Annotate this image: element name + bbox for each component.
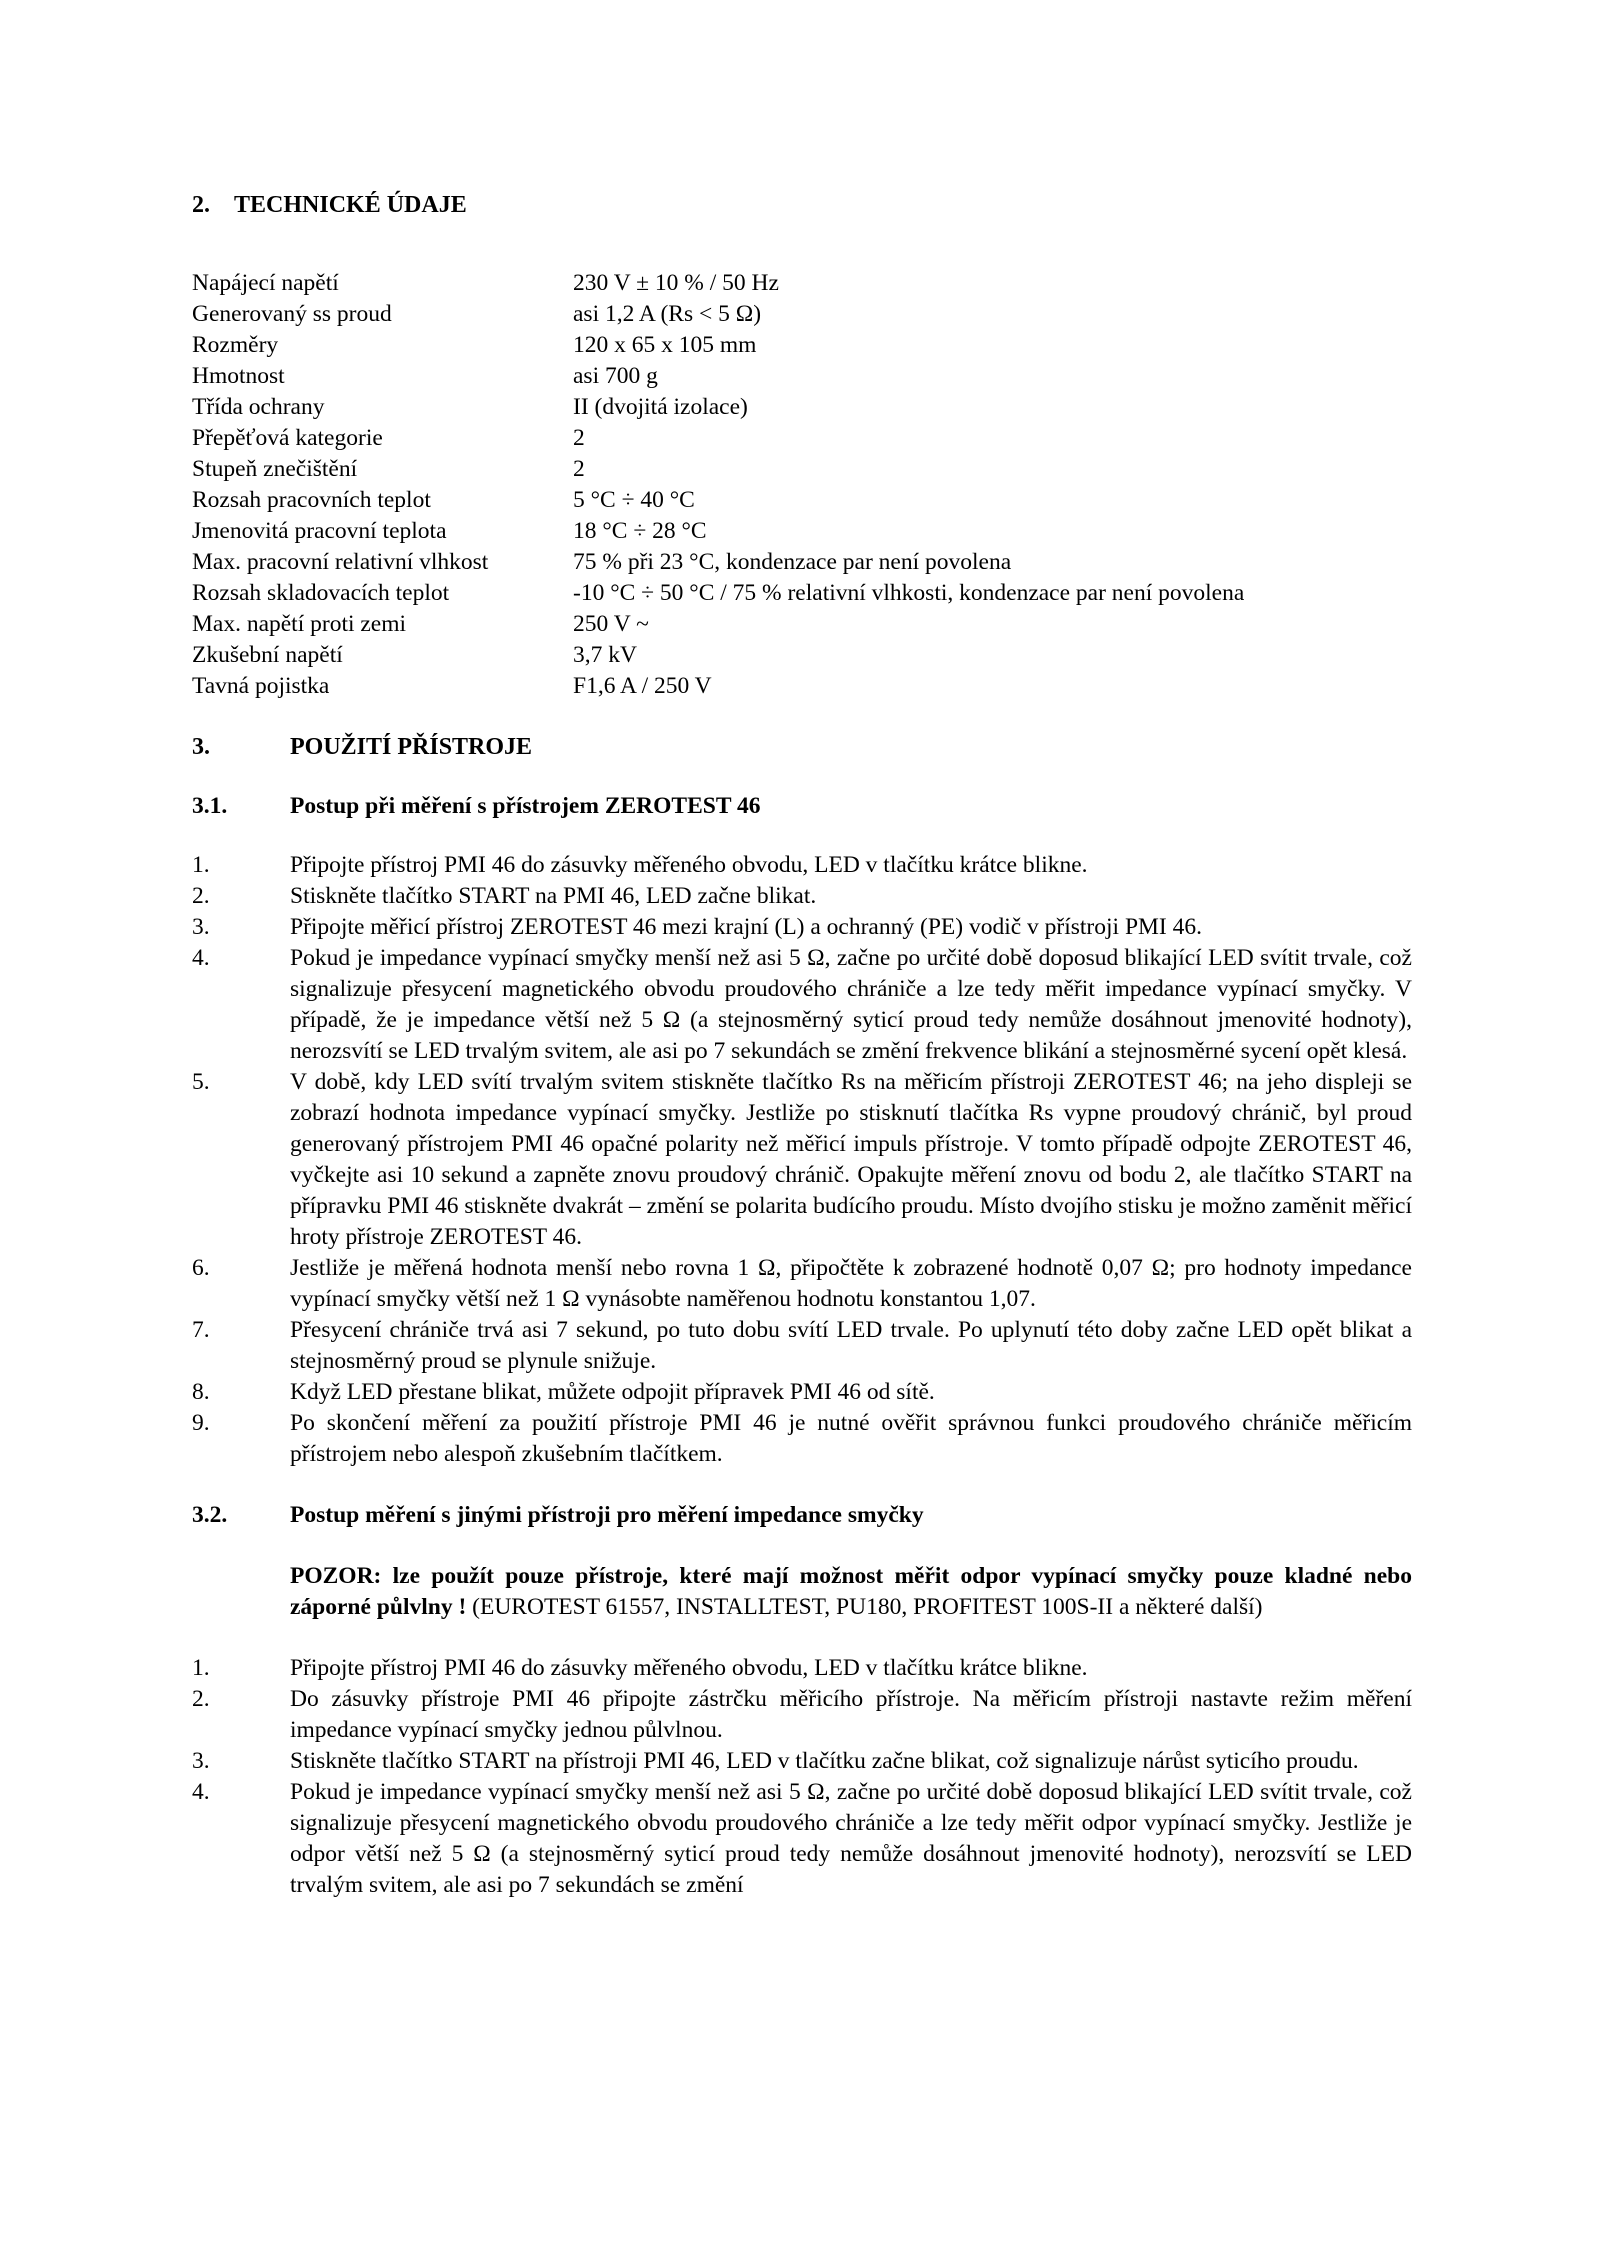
spec-row (192, 423, 1412, 454)
list-item-text: Do zásuvky přístroje PMI 46 připojte zástrčku měřicího přístroje. Na měřicím přístroji nastavte režim měření impedance vypínací smyčky jednou půlvlnou. (290, 1686, 1412, 1743)
subsection-3-1-heading (192, 791, 1412, 822)
list-item (192, 1253, 1412, 1315)
list-item-text: Připojte přístroj PMI 46 do zásuvky měřeného obvodu, LED v tlačítku krátce blikne. (290, 1655, 1088, 1681)
list-item (192, 1315, 1412, 1377)
spec-row (192, 454, 1412, 485)
technical-specs-table (192, 268, 1412, 702)
list-item-number: 9. (192, 1410, 210, 1436)
list-item-text: Když LED přestane blikat, můžete odpojit přípravek PMI 46 od sítě. (290, 1379, 935, 1405)
list-item-number: 2. (192, 883, 210, 909)
spec-value: 3,7 kV (573, 642, 637, 668)
section-2-heading (192, 190, 1412, 221)
spec-label: Tavná pojistka (192, 673, 330, 699)
section-title: TECHNICKÉ ÚDAJE (234, 192, 467, 218)
list-item-text: V době, kdy LED svítí trvalým svitem stiskněte tlačítko Rs na měřicím přístroji ZEROTEST 46; na jeho displeji se zobrazí hodnota impedance vypínací smyčky. Jestliže po stisknutí tlačítka Rs vypne proudový chránič, byl proud generovaný přístrojem PMI 46 opačné polarity než měřicí impuls přístroje. V tomto případě odpojte ZEROTEST 46, vyčkejte asi 10 sekund a zapněte znovu proudový chránič. Opakujte měření znovu od bodu 2, ale tlačítko START na přípravku PMI 46 stiskněte dvakrát – změní se polarita budícího proudu. Místo dvojího stisku je možno zaměnit měřicí hroty přístroje ZEROTEST 46. (290, 1069, 1412, 1250)
list-item-number: 2. (192, 1686, 210, 1712)
list-item-number: 1. (192, 1655, 210, 1681)
spec-row (192, 640, 1412, 671)
spec-value: -10 °C ÷ 50 °C / 75 % relativní vlhkosti, kondenzace par není povolena (573, 580, 1245, 606)
list-item (192, 1067, 1412, 1253)
list-item-number: 5. (192, 1069, 210, 1095)
spec-label: Stupeň znečištění (192, 456, 358, 482)
spec-value: asi 1,2 A (Rs < 5 Ω) (573, 301, 762, 327)
subsection-number: 3.2. (192, 1502, 228, 1528)
spec-row (192, 299, 1412, 330)
spec-row (192, 268, 1412, 299)
warning-bold-text: POZOR: lze použít pouze přístroje, které mají možnost měřit odpor vypínací smyčky pouze kladné nebo záporné půlvlny ! (290, 1563, 1412, 1620)
spec-label: Přepěťová kategorie (192, 425, 383, 451)
list-item-number: 3. (192, 914, 210, 940)
spec-row (192, 361, 1412, 392)
list-item-text: Stiskněte tlačítko START na přístroji PMI 46, LED v tlačítku začne blikat, což signalizuje nárůst syticího proudu. (290, 1748, 1359, 1774)
warning-rest-text: (EUROTEST 61557, INSTALLTEST, PU180, PROFITEST 100S-II a některé další) (466, 1594, 1263, 1620)
list-item-number: 8. (192, 1379, 210, 1405)
list-item-number: 6. (192, 1255, 210, 1281)
list-item (192, 1408, 1412, 1470)
spec-label: Rozsah pracovních teplot (192, 487, 431, 513)
spec-value: 250 V ~ (573, 611, 649, 637)
section-3-heading (192, 732, 1412, 763)
list-item (192, 1377, 1412, 1408)
list-item-text: Pokud je impedance vypínací smyčky menší než asi 5 Ω, začne po určité době doposud blikající LED svítit trvale, což signalizuje přesycení magnetického obvodu proudového chrániče a lze tedy měřit impedance vypínací smyčky. V případě, že je impedance větší než 5 Ω (a stejnosměrný syticí proud tedy nemůže dosáhnout jmenovité hodnoty), nerozsvítí se LED trvalým svitem, ale asi po 7 sekundách se změní frekvence blikání a stejnosměrné sycení opět klesá. (290, 945, 1412, 1064)
list-item-text: Stiskněte tlačítko START na PMI 46, LED začne blikat. (290, 883, 817, 909)
warning-note (290, 1561, 1412, 1623)
spec-row (192, 671, 1412, 702)
spec-value: asi 700 g (573, 363, 658, 389)
spec-value: 2 (573, 456, 585, 482)
spec-label: Rozsah skladovacích teplot (192, 580, 450, 606)
list-item-text: Připojte měřicí přístroj ZEROTEST 46 mezi krajní (L) a ochranný (PE) vodič v přístroji PMI 46. (290, 914, 1202, 940)
subsection-3-2-heading (192, 1500, 1412, 1531)
list-item (192, 1777, 1412, 1901)
page-content (192, 190, 1412, 1901)
list-item-number: 7. (192, 1317, 210, 1343)
subsection-title: Postup měření s jinými přístroji pro měření impedance smyčky (290, 1502, 924, 1528)
list-item (192, 881, 1412, 912)
spec-value: 2 (573, 425, 585, 451)
spec-label: Napájecí napětí (192, 270, 339, 296)
list-item (192, 850, 1412, 881)
list-item-text: Po skončení měření za použití přístroje PMI 46 je nutné ověřit správnou funkci proudového chrániče měřicím přístrojem nebo alespoň zkušebním tlačítkem. (290, 1410, 1412, 1467)
list-item (192, 1684, 1412, 1746)
list-item (192, 943, 1412, 1067)
spec-row (192, 485, 1412, 516)
spec-label: Třída ochrany (192, 394, 325, 420)
procedure-list-3-2 (192, 1653, 1412, 1901)
spec-value: II (dvojitá izolace) (573, 394, 748, 420)
list-item-text: Pokud je impedance vypínací smyčky menší než asi 5 Ω, začne po určité době doposud blikající LED svítit trvale, což signalizuje přesycení magnetického obvodu proudového chrániče a lze tedy měřit odpor vypínací smyčky. Jestliže je odpor větší než 5 Ω (a stejnosměrný syticí proud tedy nemůže dosáhnout jmenovité hodnoty), nerozsvítí se LED trvalým svitem, ale asi po 7 sekundách se změní (290, 1779, 1412, 1898)
spec-value: 120 x 65 x 105 mm (573, 332, 757, 358)
spec-label: Jmenovitá pracovní teplota (192, 518, 447, 544)
spec-label: Generovaný ss proud (192, 301, 392, 327)
spec-row (192, 330, 1412, 361)
list-item (192, 1746, 1412, 1777)
spec-value: 230 V ± 10 % / 50 Hz (573, 270, 779, 296)
list-item-text: Připojte přístroj PMI 46 do zásuvky měřeného obvodu, LED v tlačítku krátce blikne. (290, 852, 1088, 878)
spec-value: 18 °C ÷ 28 °C (573, 518, 707, 544)
list-item (192, 1653, 1412, 1684)
spec-row (192, 578, 1412, 609)
list-item-text: Jestliže je měřená hodnota menší nebo rovna 1 Ω, připočtěte k zobrazené hodnotě 0,07 Ω; pro hodnoty impedance vypínací smyčky větší než 1 Ω vynásobte naměřenou hodnotu konstantou 1,07. (290, 1255, 1412, 1312)
list-item-number: 3. (192, 1748, 210, 1774)
list-item-text: Přesycení chrániče trvá asi 7 sekund, po tuto dobu svítí LED trvale. Po uplynutí této doby začne LED opět blikat a stejnosměrný proud se plynule snižuje. (290, 1317, 1412, 1374)
spec-row (192, 609, 1412, 640)
procedure-list-3-1 (192, 850, 1412, 1470)
list-item-number: 4. (192, 945, 210, 971)
spec-value: F1,6 A / 250 V (573, 673, 712, 699)
spec-row (192, 547, 1412, 578)
spec-label: Zkušební napětí (192, 642, 343, 668)
spec-value: 5 °C ÷ 40 °C (573, 487, 695, 513)
spec-row (192, 392, 1412, 423)
spec-row (192, 516, 1412, 547)
spec-label: Rozměry (192, 332, 279, 358)
section-title: POUŽITÍ PŘÍSTROJE (290, 734, 533, 760)
list-item (192, 912, 1412, 943)
spec-label: Max. napětí proti zemi (192, 611, 407, 637)
spec-label: Hmotnost (192, 363, 285, 389)
list-item-number: 4. (192, 1779, 210, 1805)
subsection-title: Postup při měření s přístrojem ZEROTEST 46 (290, 793, 761, 819)
section-number: 2. (192, 192, 210, 218)
list-item-number: 1. (192, 852, 210, 878)
section-number: 3. (192, 734, 210, 760)
spec-label: Max. pracovní relativní vlhkost (192, 549, 489, 575)
spec-value: 75 % při 23 °C, kondenzace par není povolena (573, 549, 1012, 575)
subsection-number: 3.1. (192, 793, 228, 819)
